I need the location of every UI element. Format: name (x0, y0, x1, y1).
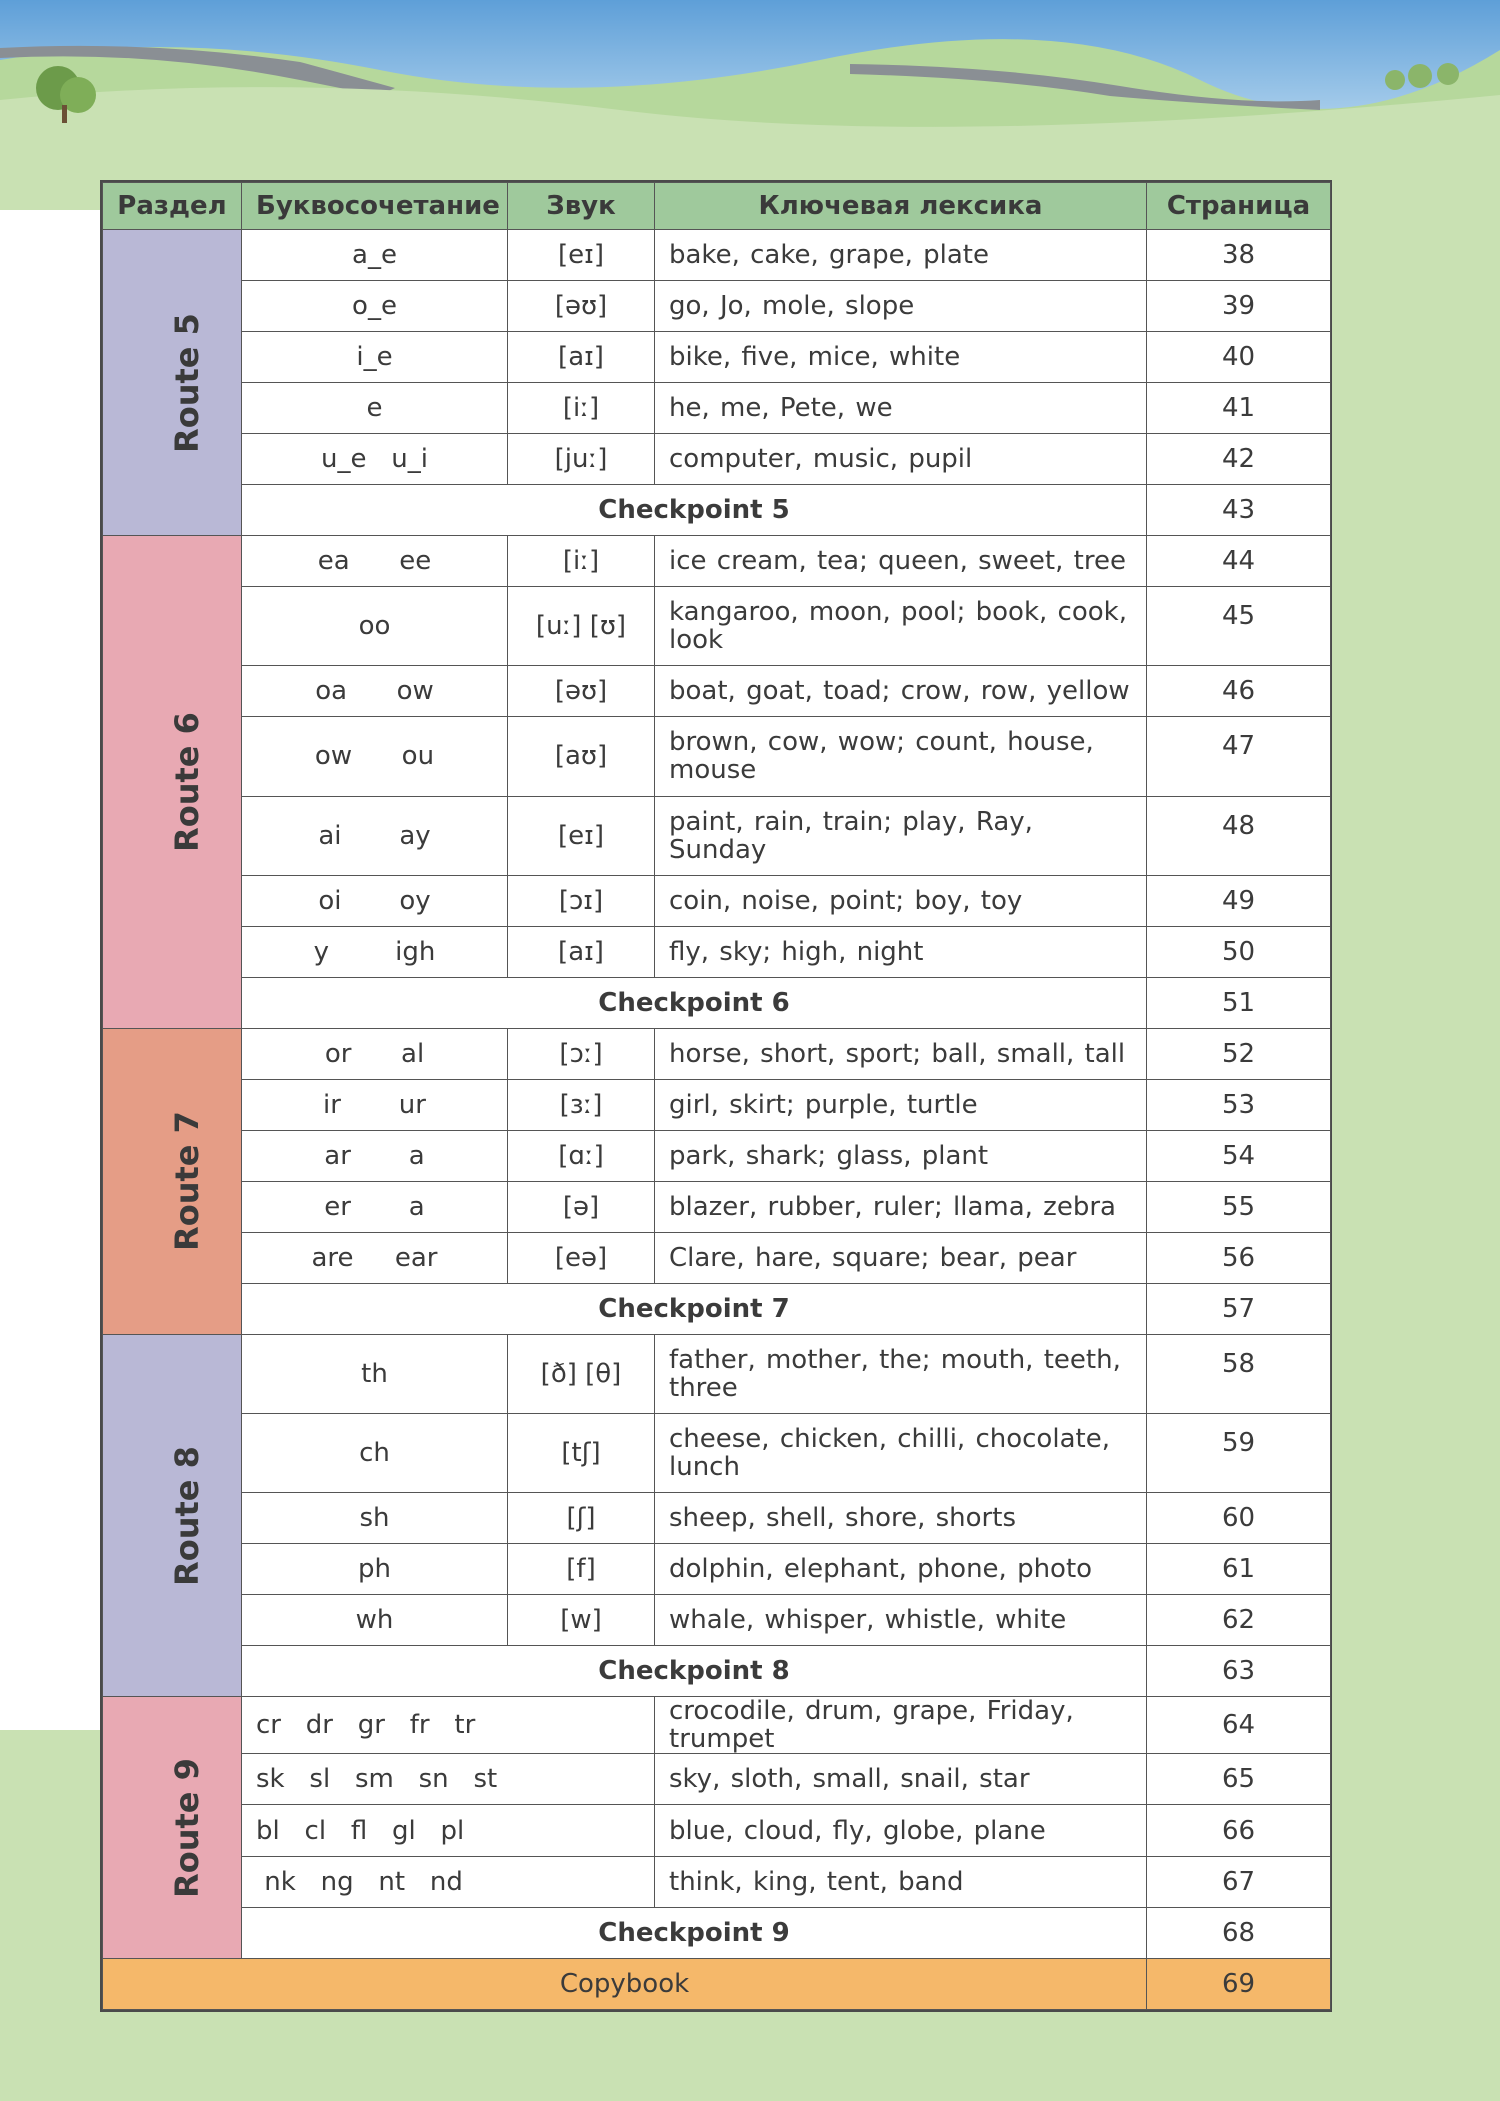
letters-cell: nk ng nt nd (242, 1856, 655, 1907)
contents-table-frame (100, 180, 1332, 2012)
sound-cell: [əʊ] (508, 281, 655, 332)
page-cell: 63 (1147, 1646, 1331, 1697)
sound-cell: [ə] (508, 1181, 655, 1232)
vocab-cell: he, me, Pete, we (655, 383, 1147, 434)
table-row (103, 1232, 1331, 1283)
sound-cell: [əʊ] (508, 666, 655, 717)
sound-cell: [tʃ] (508, 1414, 655, 1493)
sound-cell: [aʊ] (508, 717, 655, 796)
page-cell: 68 (1147, 1907, 1331, 1958)
page-cell: 65 (1147, 1754, 1331, 1805)
checkpoint-row (103, 485, 1331, 536)
sound-cell: [iː] (508, 536, 655, 587)
section-label: Route 6 (167, 712, 206, 852)
sound-cell: [f] (508, 1544, 655, 1595)
page-cell: 69 (1147, 1958, 1331, 2009)
page-cell: 38 (1147, 230, 1331, 281)
letters-cell: ai ay (242, 796, 508, 875)
header-page: Страница (1147, 183, 1331, 230)
page-cell: 52 (1147, 1028, 1331, 1079)
table-row (103, 1856, 1331, 1907)
table-row (103, 1493, 1331, 1544)
header-vocab: Ключевая лексика (655, 183, 1147, 230)
sound-cell: [juː] (508, 434, 655, 485)
table-row (103, 717, 1331, 796)
vocab-cell: girl, skirt; purple, turtle (655, 1079, 1147, 1130)
vocab-cell: whale, whisper, whistle, white (655, 1595, 1147, 1646)
letters-cell: wh (242, 1595, 508, 1646)
table-row (103, 536, 1331, 587)
page-cell: 48 (1147, 796, 1331, 875)
section-route-6 (103, 536, 242, 1028)
copybook-label: Copybook (103, 1958, 1147, 2009)
sound-cell: [w] (508, 1595, 655, 1646)
vocab-cell: boat, goat, toad; crow, row, yellow (655, 666, 1147, 717)
page-cell: 57 (1147, 1283, 1331, 1334)
letters-cell: cr dr gr fr tr (242, 1697, 655, 1754)
page-cell: 43 (1147, 485, 1331, 536)
table-row (103, 281, 1331, 332)
table-row (103, 1544, 1331, 1595)
page-cell: 66 (1147, 1805, 1331, 1856)
vocab-cell: blue, cloud, fly, globe, plane (655, 1805, 1147, 1856)
sound-cell: [ɔɪ] (508, 875, 655, 926)
section-route-9 (103, 1697, 242, 1958)
vocab-cell: fly, sky; high, night (655, 926, 1147, 977)
letters-cell: ar a (242, 1130, 508, 1181)
table-row (103, 1754, 1331, 1805)
vocab-cell: father, mother, the; mouth, teeth, three (655, 1335, 1147, 1414)
letters-cell: or al (242, 1028, 508, 1079)
section-route-7 (103, 1028, 242, 1334)
checkpoint-label: Checkpoint 8 (242, 1646, 1147, 1697)
checkpoint-label: Checkpoint 7 (242, 1283, 1147, 1334)
letters-cell: ea ee (242, 536, 508, 587)
sound-cell: [eɪ] (508, 230, 655, 281)
table-row (103, 796, 1331, 875)
letters-cell: th (242, 1335, 508, 1414)
table-row (103, 332, 1331, 383)
letters-cell: oo (242, 587, 508, 666)
table-row (103, 666, 1331, 717)
header-letters: Буквосочетание (242, 183, 508, 230)
letters-cell: sh (242, 1493, 508, 1544)
letters-cell: e (242, 383, 508, 434)
letters-cell: bl cl fl gl pl (242, 1805, 655, 1856)
copybook-row (103, 1958, 1331, 2009)
sound-cell: [ð] [θ] (508, 1335, 655, 1414)
vocab-cell: bake, cake, grape, plate (655, 230, 1147, 281)
vocab-cell: crocodile, drum, grape, Friday, trumpet (655, 1697, 1147, 1754)
header-row (103, 183, 1331, 230)
page-cell: 53 (1147, 1079, 1331, 1130)
page-cell: 42 (1147, 434, 1331, 485)
section-route-8 (103, 1335, 242, 1697)
section-label: Route 8 (167, 1445, 206, 1586)
checkpoint-row (103, 977, 1331, 1028)
sound-cell: [eɪ] (508, 796, 655, 875)
page-cell: 58 (1147, 1335, 1331, 1414)
table-row (103, 1130, 1331, 1181)
checkpoint-label: Checkpoint 5 (242, 485, 1147, 536)
letters-cell: er a (242, 1181, 508, 1232)
letters-cell: ir ur (242, 1079, 508, 1130)
vocab-cell: blazer, rubber, ruler; llama, zebra (655, 1181, 1147, 1232)
table-row (103, 926, 1331, 977)
page-cell: 51 (1147, 977, 1331, 1028)
vocab-cell: coin, noise, point; boy, toy (655, 875, 1147, 926)
vocab-cell: sky, sloth, small, snail, star (655, 1754, 1147, 1805)
section-label: Route 7 (167, 1111, 206, 1252)
checkpoint-row (103, 1646, 1331, 1697)
sound-cell: [ɜː] (508, 1079, 655, 1130)
vocab-cell: kangaroo, moon, pool; book, cook, look (655, 587, 1147, 666)
checkpoint-label: Checkpoint 9 (242, 1907, 1147, 1958)
page-cell: 62 (1147, 1595, 1331, 1646)
checkpoint-row (103, 1283, 1331, 1334)
table-row (103, 1595, 1331, 1646)
vocab-cell: computer, music, pupil (655, 434, 1147, 485)
sound-cell: [ɑː] (508, 1130, 655, 1181)
letters-cell: oa ow (242, 666, 508, 717)
letters-cell: ch (242, 1414, 508, 1493)
letters-cell: o_e (242, 281, 508, 332)
section-route-5 (103, 230, 242, 536)
table-row (103, 1028, 1331, 1079)
sound-cell: [ʃ] (508, 1493, 655, 1544)
header-section: Раздел (103, 183, 242, 230)
page-cell: 41 (1147, 383, 1331, 434)
letters-cell: u_e u_i (242, 434, 508, 485)
page-cell: 39 (1147, 281, 1331, 332)
section-label: Route 5 (167, 312, 206, 453)
page-cell: 45 (1147, 587, 1331, 666)
sound-cell: [aɪ] (508, 332, 655, 383)
checkpoint-label: Checkpoint 6 (242, 977, 1147, 1028)
table-row (103, 383, 1331, 434)
page-cell: 61 (1147, 1544, 1331, 1595)
vocab-cell: sheep, shell, shore, shorts (655, 1493, 1147, 1544)
vocab-cell: Clare, hare, square; bear, pear (655, 1232, 1147, 1283)
page-cell: 46 (1147, 666, 1331, 717)
page-cell: 54 (1147, 1130, 1331, 1181)
sound-cell: [iː] (508, 383, 655, 434)
vocab-cell: bike, five, mice, white (655, 332, 1147, 383)
vocab-cell: go, Jo, mole, slope (655, 281, 1147, 332)
table-row (103, 230, 1331, 281)
vocab-cell: horse, short, sport; ball, small, tall (655, 1028, 1147, 1079)
table-row (103, 587, 1331, 666)
contents-table (102, 182, 1331, 2010)
vocab-cell: park, shark; glass, plant (655, 1130, 1147, 1181)
letters-cell: a_e (242, 230, 508, 281)
table-row (103, 875, 1331, 926)
letters-cell: ow ou (242, 717, 508, 796)
page-cell: 64 (1147, 1697, 1331, 1754)
sound-cell: [aɪ] (508, 926, 655, 977)
table-row (103, 1805, 1331, 1856)
letters-cell: i_e (242, 332, 508, 383)
page-cell: 56 (1147, 1232, 1331, 1283)
vocab-cell: brown, cow, wow; count, house, mouse (655, 717, 1147, 796)
sound-cell: [uː] [ʊ] (508, 587, 655, 666)
table-row (103, 434, 1331, 485)
vocab-cell: dolphin, elephant, phone, photo (655, 1544, 1147, 1595)
page-cell: 47 (1147, 717, 1331, 796)
page-cell: 55 (1147, 1181, 1331, 1232)
letters-cell: are ear (242, 1232, 508, 1283)
letters-cell: ph (242, 1544, 508, 1595)
header-sound: Звук (508, 183, 655, 230)
checkpoint-row (103, 1907, 1331, 1958)
section-label: Route 9 (167, 1757, 206, 1898)
page-cell: 50 (1147, 926, 1331, 977)
sound-cell: [ɔː] (508, 1028, 655, 1079)
letters-cell: sk sl sm sn st (242, 1754, 655, 1805)
left-white-strip (0, 210, 100, 1730)
sound-cell: [eə] (508, 1232, 655, 1283)
vocab-cell: think, king, tent, band (655, 1856, 1147, 1907)
page-cell: 40 (1147, 332, 1331, 383)
vocab-cell: ice cream, tea; queen, sweet, tree (655, 536, 1147, 587)
page-cell: 44 (1147, 536, 1331, 587)
table-row (103, 1335, 1331, 1414)
page-cell: 59 (1147, 1414, 1331, 1493)
table-row (103, 1181, 1331, 1232)
vocab-cell: paint, rain, train; play, Ray, Sunday (655, 796, 1147, 875)
page-cell: 49 (1147, 875, 1331, 926)
page-cell: 60 (1147, 1493, 1331, 1544)
letters-cell: y igh (242, 926, 508, 977)
page-cell: 67 (1147, 1856, 1331, 1907)
table-row (103, 1079, 1331, 1130)
table-row (103, 1414, 1331, 1493)
vocab-cell: cheese, chicken, chilli, chocolate, lunch (655, 1414, 1147, 1493)
letters-cell: oi oy (242, 875, 508, 926)
table-row (103, 1697, 1331, 1754)
